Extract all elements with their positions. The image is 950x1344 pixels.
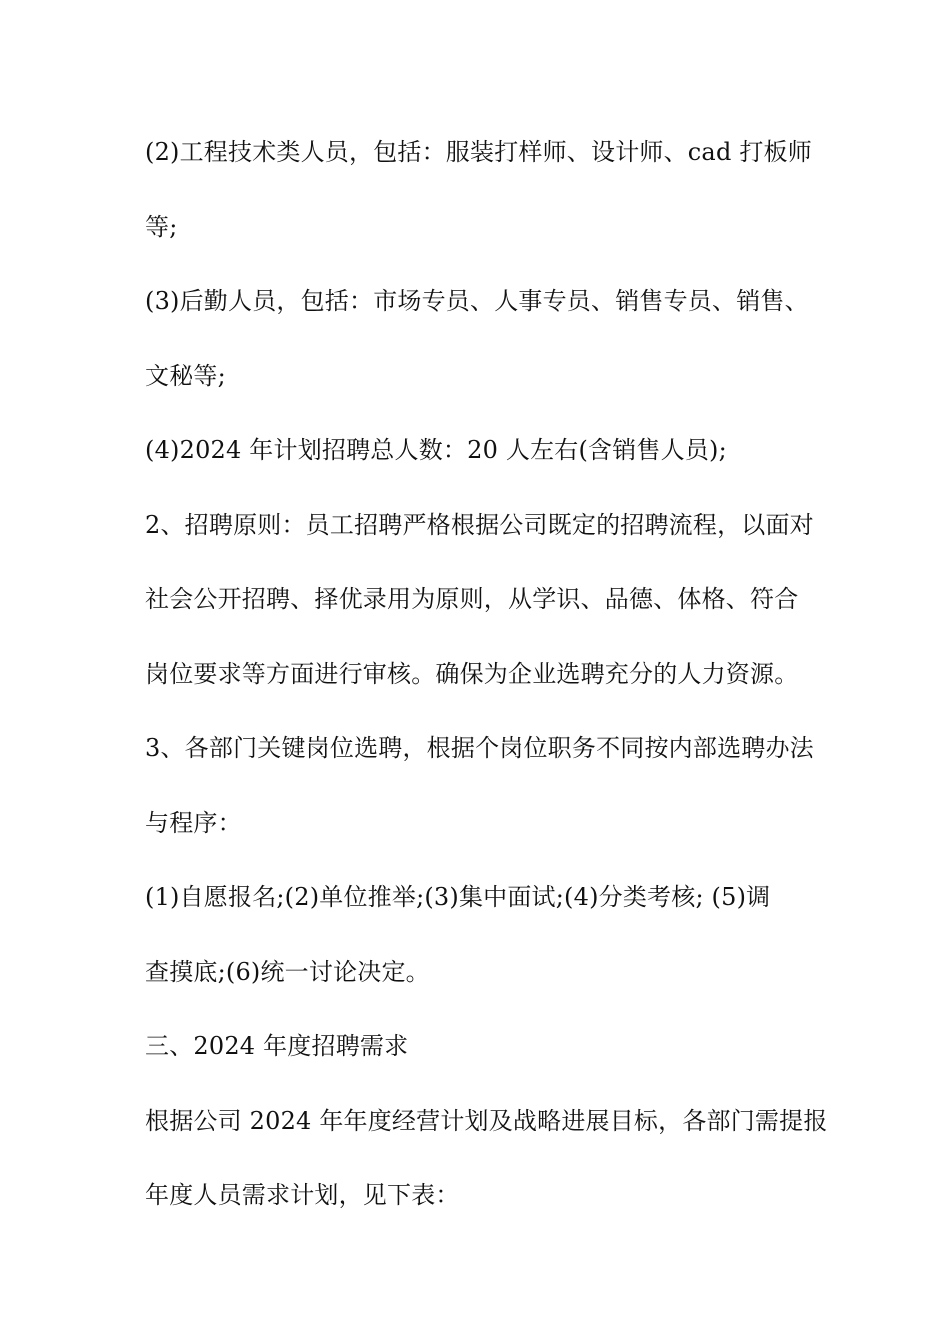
text-line: 岗位要求等方面进行审核。确保为企业选聘充分的人力资源。 bbox=[145, 660, 799, 688]
text-line: 3、各部门关键岗位选聘，根据个岗位职务不同按内部选聘办法 bbox=[145, 734, 814, 762]
section-heading: 三、2024 年度招聘需求 bbox=[145, 1032, 409, 1060]
text-line: 等; bbox=[145, 213, 178, 241]
text-line: 文秘等; bbox=[145, 362, 226, 390]
text-line: 2、招聘原则：员工招聘严格根据公司既定的招聘流程，以面对 bbox=[145, 511, 814, 539]
text-line: 与程序： bbox=[145, 809, 242, 837]
text-line: 年度人员需求计划，见下表： bbox=[145, 1181, 460, 1209]
text-line: (1)自愿报名;(2)单位推举;(3)集中面试;(4)分类考核; (5)调 bbox=[145, 883, 771, 911]
text-line: 根据公司 2024 年年度经营计划及战略进展目标，各部门需提报 bbox=[145, 1107, 828, 1135]
text-line: (2)工程技术类人员，包括：服装打样师、设计师、cad 打板师 bbox=[145, 138, 812, 166]
text-line: 社会公开招聘、择优录用为原则，从学识、品德、体格、符合 bbox=[145, 585, 799, 613]
text-line: (3)后勤人员，包括：市场专员、人事专员、销售专员、销售、 bbox=[145, 287, 809, 315]
text-line: 查摸底;(6)统一讨论决定。 bbox=[145, 958, 430, 986]
text-line: (4)2024 年计划招聘总人数：20 人左右(含销售人员); bbox=[145, 436, 727, 464]
